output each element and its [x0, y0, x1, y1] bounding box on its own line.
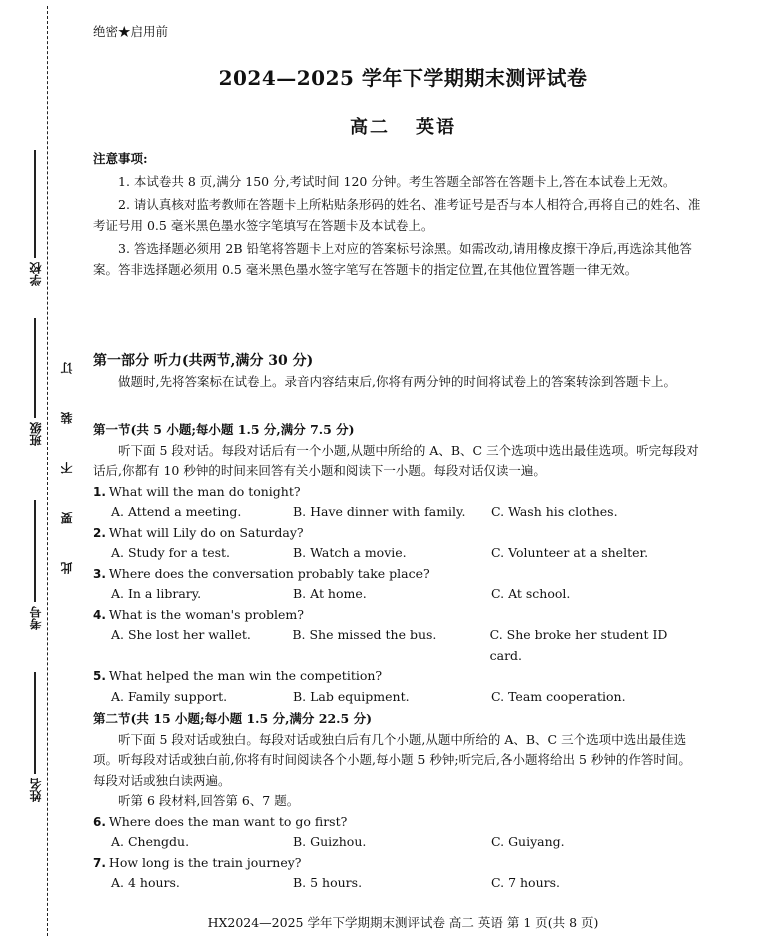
binding-char: 订 [60, 362, 74, 374]
binding-dashed-line [47, 6, 48, 936]
binding-char: 不 [60, 462, 74, 474]
exam-number-blank [34, 500, 35, 602]
question-5 [93, 666, 703, 707]
part-one-heading: 第一部分 听力(共两节,满分 30 分) [93, 353, 314, 369]
option-a: A. Attend a meeting. [111, 504, 242, 519]
question-text: What is the woman's problem? [108, 606, 304, 622]
grade-label: 高二 [350, 117, 390, 138]
option-b: B. 5 hours. [293, 875, 363, 890]
class-label: 班级 [28, 422, 43, 446]
note-item: 3. 答选择题必须用 2B 铅笔将答题卡上对应的答案标号涂黑。如需改动,请用橡皮擦干净后,再选涂其他答案。答非选择题必须用 0.5 毫米黑色墨水签字笔写在答题卡的指定位置,在其他位置答题一律无效。 [93, 241, 692, 277]
option-b: B. Lab equipment. [293, 688, 410, 704]
section-one-instruction: 听下面 5 段对话。每段对话后有一个小题,从题中所给的 A、B、C 三个选项中选出最佳选项。听完每段对话后,你都有 10 秒钟的时间来回答有关小题和阅读下一小题。每段对话仅读一遍。 [93, 442, 699, 478]
option-a: A. In a library. [111, 586, 202, 601]
school-field [26, 150, 44, 286]
option-b: B. She missed the bus. [292, 627, 437, 642]
question-text: What helped the man win the competition? [108, 668, 383, 683]
question-3 [93, 564, 703, 605]
question-number: 2. [93, 525, 106, 540]
section-two [93, 709, 703, 894]
option-b: B. Watch a movie. [293, 545, 407, 560]
option-c: C. At school. [491, 586, 571, 601]
question-number: 7. [93, 855, 106, 870]
option-b: B. Guizhou. [293, 834, 367, 849]
confidential-mark: 绝密★启用前 [93, 24, 169, 39]
question-text: What will the man do tonight? [108, 483, 301, 499]
school-blank [34, 150, 35, 258]
school-label: 学校 [28, 262, 43, 286]
option-a: A. 4 hours. [111, 875, 180, 890]
page-footer: HX2024—2025 学年下学期期末测评试卷 高二 英语 第 1 页(共 8 页) [207, 915, 599, 930]
section-two-heading: 第二节(共 15 小题;每小题 1.5 分,满分 22.5 分) [93, 711, 372, 726]
option-a: A. Chengdu. [111, 834, 190, 849]
name-label: 姓名 [28, 778, 43, 802]
name-field [26, 672, 44, 802]
question-6 [93, 812, 703, 853]
part-one [93, 351, 703, 392]
binding-char: 装 [60, 412, 74, 424]
question-text: What will Lily do on Saturday? [108, 524, 304, 540]
option-c: C. 7 hours. [491, 875, 560, 890]
option-b: B. Have dinner with family. [293, 504, 466, 519]
question-text: Where does the conversation probably take place? [108, 565, 430, 581]
section-two-instruction: 听下面 5 段对话或独白。每段对话或独白后有几个小题,从题中所给的 A、B、C 三个选项中选出最佳选项。听每段对话或独白前,你将有时间阅读各个小题,每小题 5 秒钟;听完后,各小题将给出 5 秒钟的作答时间。每段对话或独白读两遍。 [93, 731, 691, 788]
question-number: 3. [93, 566, 106, 581]
option-c: C. Guiyang. [491, 834, 565, 849]
notes-heading: 注意事项: [93, 151, 148, 166]
question-4 [93, 605, 703, 667]
exam-title: 2024—2025 学年下学期期末测评试卷 [218, 66, 588, 90]
question-7 [93, 853, 703, 894]
notes-section [93, 149, 703, 280]
exam-subtitle [93, 118, 713, 139]
question-text: Where does the man want to go first? [108, 813, 348, 829]
binding-char: 要 [60, 512, 74, 524]
question-1 [93, 482, 703, 523]
section-one [93, 420, 703, 707]
exam-number-label: 考号 [28, 606, 43, 630]
part-one-instruction: 做题时,先将答案标在试卷上。录音内容结束后,你将有两分钟的时间将试卷上的答案转涂到答题卡上。 [118, 373, 676, 389]
option-c: C. Volunteer at a shelter. [491, 545, 649, 560]
binding-char: 此 [60, 562, 74, 574]
note-item: 2. 请认真核对监考教师在答题卡上所粘贴条形码的姓名、准考证号是否与本人相符合,再将自己的姓名、准考证号用 0.5 毫米黑色墨水签字笔填写在答题卡及本试卷上。 [93, 197, 701, 233]
option-b: B. At home. [293, 586, 367, 601]
option-c: C. She broke her student ID card. [489, 627, 668, 663]
exam-number-field [26, 500, 44, 630]
note-item: 1. 本试卷共 8 页,满分 150 分,考试时间 120 分钟。考生答题全部答在答题卡上,答在本试卷上无效。 [118, 173, 676, 189]
option-a: A. She lost her wallet. [111, 627, 251, 642]
question-number: 4. [93, 607, 106, 622]
question-text: How long is the train journey? [108, 854, 302, 870]
section-one-heading: 第一节(共 5 小题;每小题 1.5 分,满分 7.5 分) [93, 422, 355, 437]
option-a: A. Family support. [111, 688, 228, 704]
class-field [26, 318, 44, 446]
binding-margin [0, 0, 92, 945]
question-2 [93, 523, 703, 564]
option-c: C. Wash his clothes. [491, 504, 618, 519]
name-blank [34, 672, 35, 774]
class-blank [34, 318, 35, 418]
option-c: C. Team cooperation. [491, 688, 626, 704]
question-number: 1. [93, 484, 106, 499]
question-number: 5. [93, 669, 106, 683]
question-number: 6. [93, 814, 106, 829]
subject-label: 英语 [416, 117, 456, 138]
material-prompt: 听第 6 段材料,回答第 6、7 题。 [118, 793, 300, 808]
option-a: A. Study for a test. [111, 545, 231, 560]
